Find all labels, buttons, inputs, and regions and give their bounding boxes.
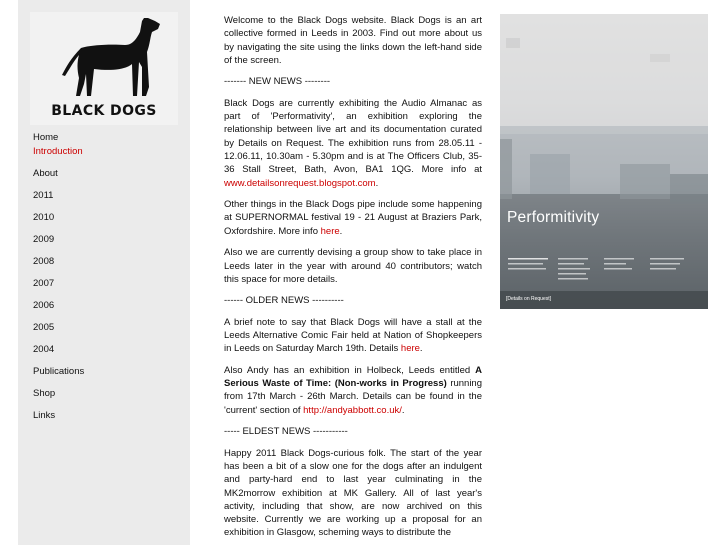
comic-fair-paragraph	[224, 316, 482, 356]
comic-end: .	[419, 343, 423, 355]
logo[interactable]	[30, 12, 178, 125]
nav-publications[interactable]: Publications	[33, 366, 85, 377]
new-news-heading: ------- NEW NEWS --------	[224, 76, 331, 88]
nav-about[interactable]: About	[33, 168, 58, 179]
nav-home[interactable]: Home	[33, 132, 59, 143]
nav-2006[interactable]: 2006	[33, 300, 55, 311]
sidebar	[18, 0, 190, 545]
comic-text: A brief note to say that Black Dogs will have a stall at the Leeds Alternative Comic Fair held at Nation of Shopkeepers in Leeds on Saturday March 19th. Details	[224, 316, 482, 355]
nav-2005[interactable]: 2005	[33, 322, 55, 333]
andy-end: .	[401, 404, 405, 416]
nav-2004[interactable]: 2004	[33, 344, 55, 355]
intro-paragraph: Welcome to the Black Dogs website. Black Dogs is an art collective formed in Leeds in 2003. Find out more about us by navigating the site using the links down the left-hand side of the screen.	[224, 15, 482, 66]
older-news-heading: ------ OLDER NEWS ----------	[224, 295, 344, 307]
happy-2011-paragraph: Happy 2011 Black Dogs-curious folk. The start of the year has been a bit of a slow one for the dogs after an indulgent and party-hard end to last year culminating in the MK2morrow exhibition at MK Gallery. All of last year's activity, including that show, are now archived on this website. Currently we are working up a proposal for an exhibition in Glasgow, scheming ways to distribute the	[224, 447, 482, 539]
comic-here-link[interactable]: here	[400, 343, 420, 355]
poster-photo-icon	[500, 14, 708, 309]
nav-2011[interactable]: 2011	[33, 190, 54, 201]
almanac-paragraph	[224, 97, 482, 190]
andy-exhibition-title: A Serious Waste of Time: (Non-works in Progress)	[224, 364, 483, 390]
logo-text: BLACK DOGS	[51, 103, 157, 119]
nav-2009[interactable]: 2009	[33, 234, 55, 245]
group-show-paragraph: Also we are currently devising a group show to take place in Leeds later in the year with around 40 contributors; watch this space for more details.	[224, 247, 482, 285]
main-nav	[33, 131, 84, 422]
nav-2010[interactable]: 2010	[33, 212, 55, 223]
nav-shop[interactable]: Shop	[33, 388, 56, 399]
poster-footer: [Details on Request]	[506, 296, 552, 302]
andy-paragraph	[224, 364, 482, 417]
details-on-request-link[interactable]: www.detailsonrequest.blogspot.com	[224, 177, 376, 189]
performitivity-poster	[500, 14, 708, 309]
andy-text-2: running from 17th March - 26th March. Details can be found in the 'current' section of	[224, 378, 483, 416]
nav-links[interactable]: Links	[33, 410, 56, 421]
andyabbott-link[interactable]: http://andyabbott.co.uk/	[303, 404, 402, 416]
supernormal-text: Other things in the Black Dogs pipe include some happening at SUPERNORMAL festival 19 - 21 August at Braziers Park, Oxfordshire. More info	[224, 199, 482, 237]
andy-text-1: Also Andy has an exhibition in Holbeck, Leeds entitled	[224, 364, 471, 376]
supernormal-here-link[interactable]: here	[320, 225, 340, 237]
nav-2008[interactable]: 2008	[33, 256, 55, 267]
almanac-end: .	[375, 177, 379, 189]
main-content	[224, 14, 482, 548]
poster-title: Performitivity	[507, 209, 600, 226]
supernormal-paragraph	[224, 198, 482, 238]
eldest-news-heading: ----- ELDEST NEWS -----------	[224, 426, 348, 438]
nav-introduction[interactable]: Introduction	[33, 146, 83, 157]
supernormal-end: .	[339, 225, 343, 237]
almanac-text: Black Dogs are currently exhibiting the Audio Almanac as part of 'Performativity', an exhibition exploring the relationship between live art and its documentation curated by Details on Request. The exhibition runs from 28.05.11 - 12.06.11, 10.30am - 5.30pm and is at The Officers Club, 35-36 Stall Street, Bath, Avon, BA1 1QG. More info at	[224, 97, 482, 176]
nav-2007[interactable]: 2007	[33, 278, 55, 289]
